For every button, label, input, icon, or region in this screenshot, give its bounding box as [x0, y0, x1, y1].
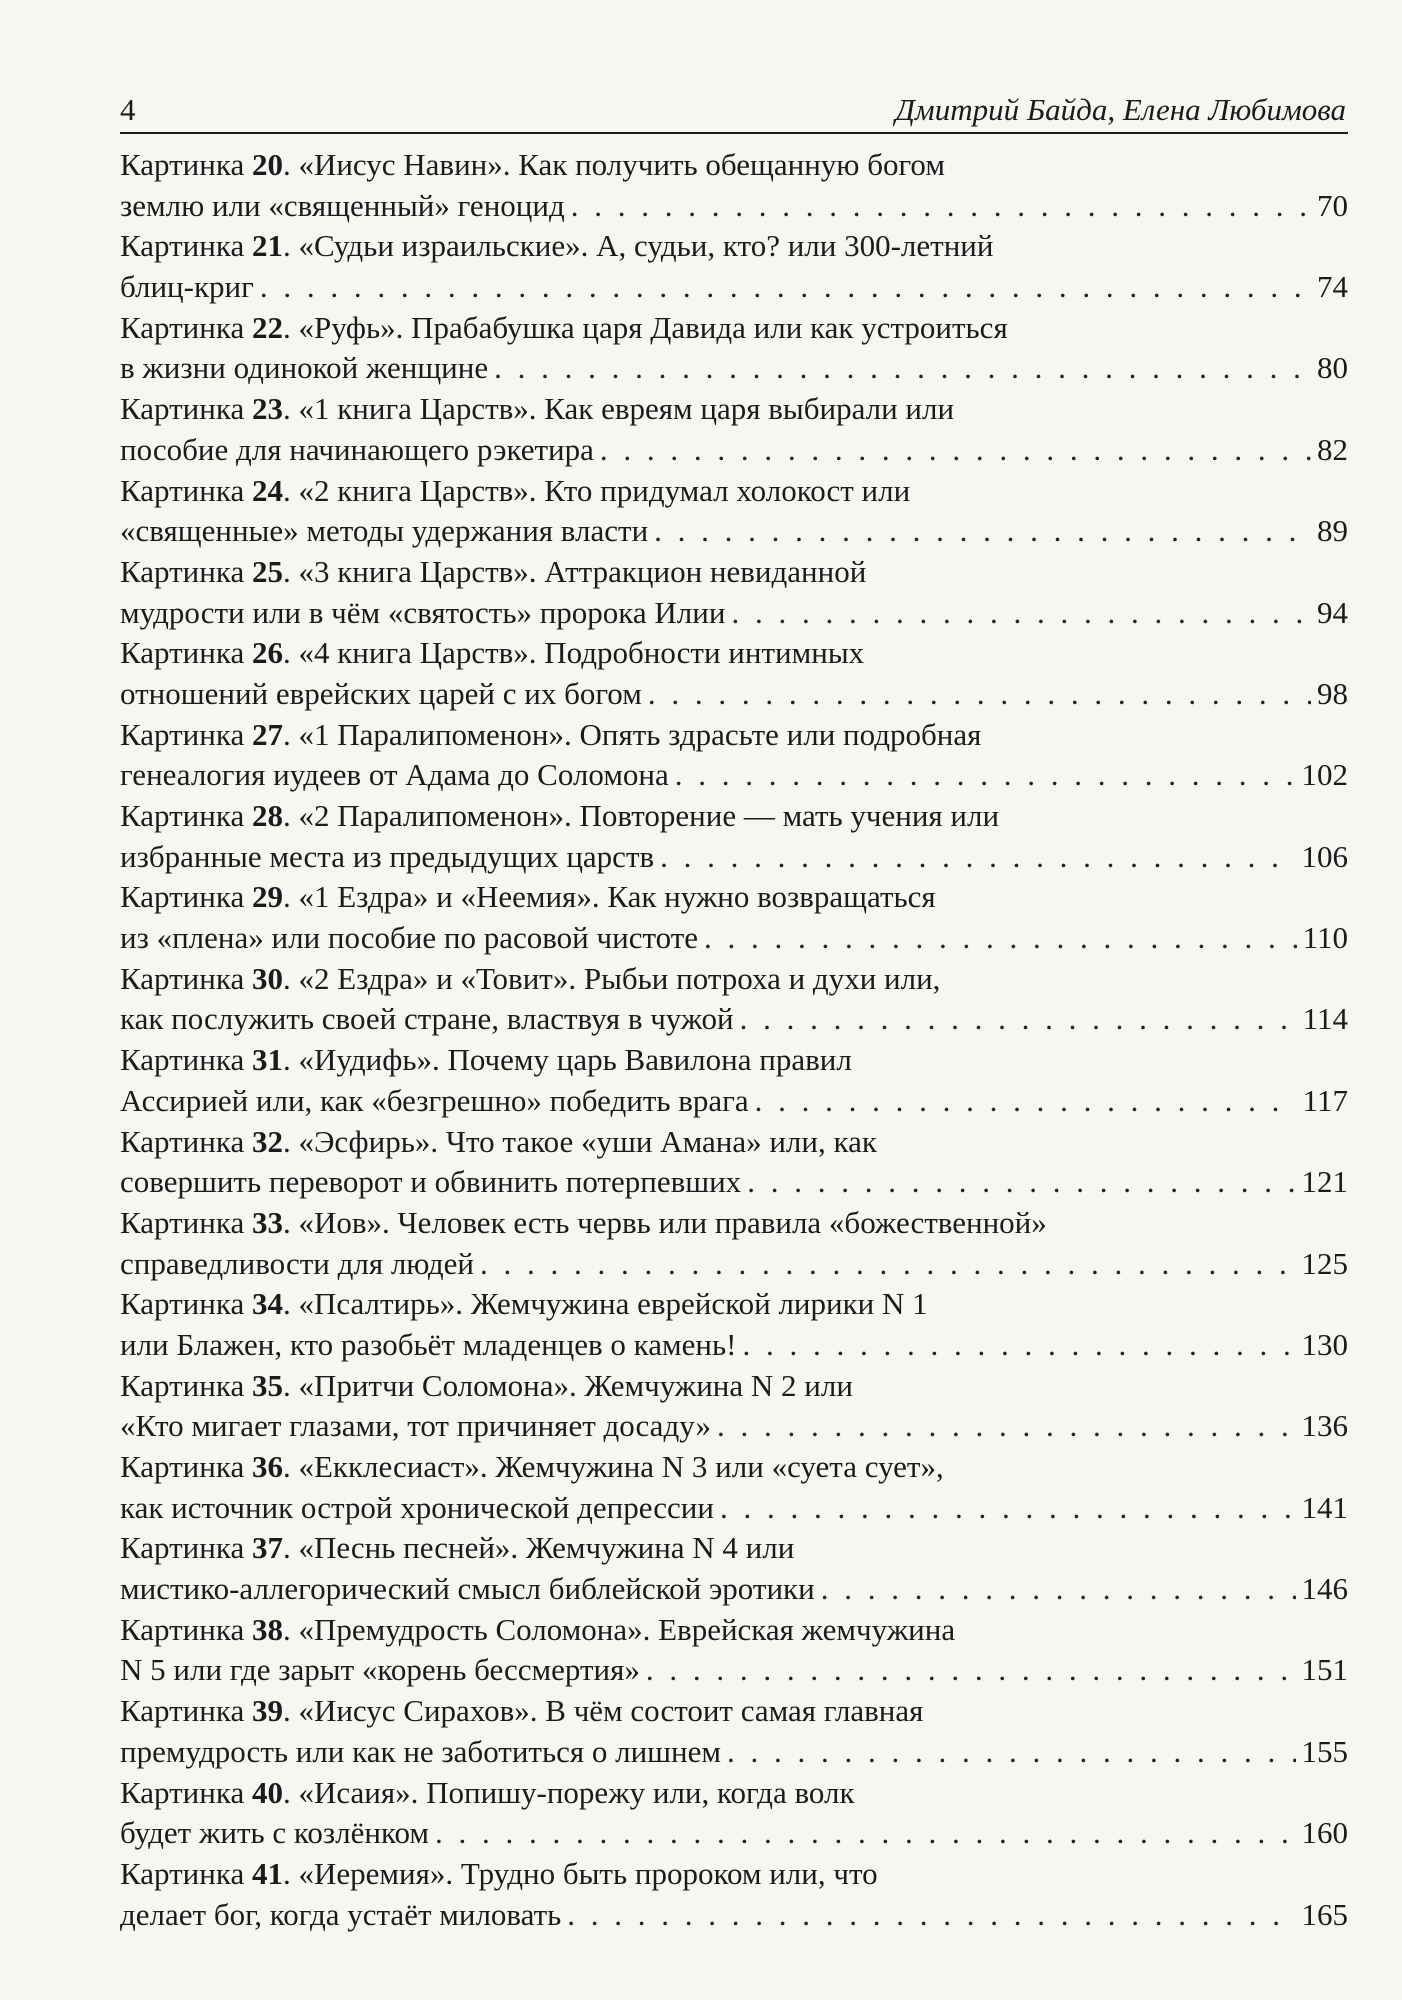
dot-leader [260, 267, 1311, 308]
toc-entry-subtitle-line [120, 348, 1348, 389]
toc-entry-label: Картинка [120, 635, 252, 671]
toc-entry-subtitle: генеалогия иудеев от Адама до Соломона [120, 757, 669, 793]
dot-leader [648, 674, 1311, 715]
toc-entry-subtitle: Ассирией или, как «безгрешно» победить врага [120, 1082, 749, 1118]
toc-entry-label: Картинка [120, 472, 252, 508]
toc-entry [120, 1773, 1348, 1854]
toc-entry-title-line [120, 471, 1348, 512]
toc-entry-title-line [120, 145, 1348, 186]
toc-entry-title: . «Судьи израильские». А, судьи, кто? или 300-летний [282, 228, 994, 264]
toc-entry-page: 98 [1317, 675, 1348, 711]
toc-entry [120, 145, 1348, 226]
toc-entry [120, 308, 1348, 389]
toc-entry-number: 25 [251, 553, 283, 589]
toc-entry-number: 21 [251, 228, 283, 264]
dot-leader [654, 511, 1311, 552]
toc-entry-title: . «3 книга Царств». Аттракцион невиданной [282, 553, 867, 589]
toc-entry-label: Картинка [120, 553, 252, 589]
toc-entry-page: 106 [1301, 838, 1348, 874]
toc-entry [120, 1691, 1348, 1772]
toc-entry-label: Картинка [120, 798, 252, 833]
page-header [120, 92, 1348, 134]
toc-entry-number: 37 [251, 1530, 283, 1566]
toc-entry-title-line [120, 1203, 1348, 1244]
toc-entry-page: 136 [1301, 1408, 1348, 1444]
toc-entry [120, 1284, 1348, 1365]
toc-entry-title: . «1 книга Царств». Как евреям царя выбирали или [282, 391, 955, 427]
toc-entry [120, 633, 1348, 714]
toc-entry-number: 31 [251, 1042, 283, 1078]
dot-leader [567, 1895, 1295, 1936]
toc-entry-label: Картинка [120, 309, 252, 345]
toc-entry-label: Картинка [120, 879, 252, 915]
toc-entry-page: 110 [1302, 920, 1348, 956]
toc-entry-subtitle-line [120, 918, 1348, 959]
dot-leader [660, 837, 1295, 878]
toc-entry-page: 70 [1317, 187, 1348, 223]
toc-entry-number: 26 [251, 635, 283, 671]
toc-entry-number: 41 [251, 1855, 283, 1891]
toc-entry-title-line [120, 308, 1348, 349]
dot-leader [731, 593, 1311, 634]
toc-entry-label: Картинка [120, 1530, 252, 1566]
toc-entry-page: 102 [1301, 757, 1348, 793]
dot-leader [742, 1325, 1295, 1366]
toc-entry-number: 28 [251, 798, 283, 833]
toc-entry-label: Картинка [120, 1204, 252, 1240]
toc-entry-number: 20 [251, 147, 283, 182]
toc-entry-subtitle-line [120, 430, 1348, 471]
toc-entry-title-line [120, 1366, 1348, 1407]
toc-entry-label: Картинка [120, 228, 252, 264]
toc-entry-label: Картинка [120, 1367, 252, 1403]
toc-entry-subtitle: делает бог, когда устаёт миловать [120, 1896, 562, 1932]
toc-entry-title-line [120, 389, 1348, 430]
toc-entry-label: Картинка [120, 960, 252, 996]
toc-entry-number: 39 [251, 1693, 283, 1729]
dot-leader [480, 1244, 1295, 1285]
toc-entry-number: 29 [251, 879, 283, 915]
toc-entry-label: Картинка [120, 1123, 252, 1159]
toc-entry-title: . «Псалтирь». Жемчужина еврейской лирики N 1 [282, 1286, 928, 1322]
toc-entry-subtitle: будет жить с козлёнком [120, 1815, 429, 1851]
toc-entry-title-line [120, 1447, 1348, 1488]
toc-entry-subtitle: как послужить своей стране, властвуя в чужой [120, 1001, 734, 1037]
toc-entry-title-line [120, 226, 1348, 267]
toc-entry [120, 471, 1348, 552]
toc-entry-page: 74 [1317, 269, 1348, 305]
dot-leader [571, 186, 1311, 227]
toc-entry-title-line [120, 1122, 1348, 1163]
toc-entry-subtitle-line [120, 999, 1348, 1040]
toc-entry-page: 121 [1301, 1164, 1348, 1200]
toc-entry-title-line [120, 715, 1348, 756]
toc-entry-subtitle: или Блажен, кто разобьёт младенцев о камень! [120, 1326, 737, 1362]
toc-entry-subtitle: отношений еврейских царей с их богом [120, 675, 642, 711]
toc-entry-label: Картинка [120, 391, 252, 427]
toc-entry [120, 715, 1348, 796]
toc-entry [120, 877, 1348, 958]
toc-entry [120, 389, 1348, 470]
toc-entry-subtitle: в жизни одинокой женщине [120, 350, 489, 386]
dot-leader [600, 430, 1311, 471]
toc-entry-label: Картинка [120, 716, 252, 752]
toc-entry-page: 89 [1317, 513, 1348, 549]
page-number: 4 [120, 92, 136, 127]
toc-entry-title: . «Песнь песней». Жемчужина N 4 или [282, 1530, 795, 1566]
toc-entry-number: 38 [251, 1611, 283, 1647]
toc-entry-number: 35 [251, 1367, 283, 1403]
toc-entry-title-line [120, 959, 1348, 1000]
toc-entry-number: 40 [251, 1774, 283, 1810]
toc-entry-subtitle: совершить переворот и обвинить потерпевших [120, 1164, 742, 1200]
toc-entry-subtitle-line [120, 1895, 1348, 1936]
toc-entry-number: 36 [251, 1449, 283, 1484]
toc-entry-title: . «2 Ездра» и «Товит». Рыбьи потроха и духи или, [282, 960, 941, 996]
toc-entry-subtitle-line [120, 755, 1348, 796]
toc-entry-title-line [120, 1773, 1348, 1814]
dot-leader [727, 1732, 1295, 1773]
toc-entry [120, 552, 1348, 633]
toc-entry-title: . «Иисус Сирахов». В чём состоит самая главная [282, 1693, 924, 1729]
toc-entry-page: 165 [1301, 1896, 1348, 1932]
toc-entry-page: 155 [1301, 1733, 1348, 1769]
dot-leader [646, 1650, 1296, 1691]
dot-leader [435, 1813, 1296, 1854]
toc-entry-label: Картинка [120, 1693, 252, 1729]
toc-entry-title: . «Иов». Человек есть червь или правила «божественной» [282, 1204, 1047, 1240]
toc-entry-title-line [120, 552, 1348, 593]
dot-leader [675, 755, 1296, 796]
toc-entry-label: Картинка [120, 1286, 252, 1322]
toc-entry-title: . «Екклесиаст». Жемчужина N 3 или «суета сует», [282, 1449, 944, 1484]
toc-entry [120, 796, 1348, 877]
toc-entry-title-line [120, 1691, 1348, 1732]
dot-leader [717, 1406, 1296, 1447]
toc-entry-label: Картинка [120, 147, 252, 182]
dot-leader [720, 1488, 1296, 1529]
toc-entry-title: . «Иисус Навин». Как получить обещанную богом [282, 147, 945, 182]
toc-entry-page: 151 [1301, 1652, 1348, 1688]
toc-entry-number: 32 [251, 1123, 283, 1159]
toc-entry-subtitle-line [120, 674, 1348, 715]
toc-entry-number: 27 [251, 716, 283, 752]
toc-entry-title-line [120, 1040, 1348, 1081]
toc-entry-title: . «Руфь». Прабабушка царя Давида или как устроиться [282, 309, 1008, 345]
toc-entry-subtitle-line [120, 267, 1348, 308]
toc-entry-title: . «Иеремия». Трудно быть пророком или, что [282, 1855, 878, 1891]
toc-entry [120, 1854, 1348, 1935]
toc-entry-title-line [120, 877, 1348, 918]
toc-entry-page: 130 [1301, 1326, 1348, 1362]
toc-entry-subtitle-line [120, 1732, 1348, 1773]
toc-entry-subtitle: «священные» методы удержания власти [120, 513, 649, 549]
toc-entry-number: 24 [251, 472, 283, 508]
toc-entry-title: . «Притчи Соломона». Жемчужина N 2 или [282, 1367, 853, 1403]
toc-entry [120, 1366, 1348, 1447]
toc-entry-page: 117 [1302, 1082, 1348, 1118]
toc-entry-number: 30 [251, 960, 283, 996]
toc-entry-title-line [120, 796, 1348, 837]
toc-entry-subtitle-line [120, 1081, 1348, 1122]
toc-entry-title-line [120, 1284, 1348, 1325]
table-of-contents [120, 145, 1348, 1935]
toc-entry-subtitle-line [120, 511, 1348, 552]
toc-entry-label: Картинка [120, 1042, 252, 1078]
toc-entry-subtitle: «Кто мигает глазами, тот причиняет досаду» [120, 1408, 711, 1444]
toc-entry-title: . «2 книга Царств». Кто придумал холокост или [282, 472, 911, 508]
toc-entry-subtitle: пособие для начинающего рэкетира [120, 431, 594, 467]
toc-entry [120, 1528, 1348, 1609]
toc-entry-title: . «4 книга Царств». Подробности интимных [282, 635, 865, 671]
toc-entry-page: 125 [1301, 1245, 1348, 1281]
toc-entry-subtitle: мистико-аллегорический смысл библейской эротики [120, 1571, 815, 1607]
toc-entry-subtitle-line [120, 1162, 1348, 1203]
toc-entry [120, 1203, 1348, 1284]
toc-entry-page: 82 [1317, 431, 1348, 467]
toc-entry-page: 146 [1301, 1571, 1348, 1607]
toc-entry-number: 33 [251, 1204, 283, 1240]
toc-entry-subtitle-line [120, 1813, 1348, 1854]
toc-entry-page: 94 [1317, 594, 1348, 630]
dot-leader [821, 1569, 1296, 1610]
toc-entry-subtitle: как источник острой хронической депрессии [120, 1489, 714, 1525]
toc-entry [120, 959, 1348, 1040]
toc-entry-title-line [120, 633, 1348, 674]
toc-entry-subtitle: N 5 или где зарыт «корень бессмертия» [120, 1652, 640, 1688]
dot-leader [494, 348, 1311, 389]
toc-entry-label: Картинка [120, 1449, 252, 1484]
toc-entry-subtitle-line [120, 1650, 1348, 1691]
toc-entry-page: 160 [1301, 1815, 1348, 1851]
toc-entry-subtitle: справедливости для людей [120, 1245, 475, 1281]
toc-entry-subtitle-line [120, 1325, 1348, 1366]
dot-leader [740, 999, 1297, 1040]
dot-leader [704, 918, 1297, 959]
toc-entry-subtitle-line [120, 1488, 1348, 1529]
toc-entry-subtitle-line [120, 837, 1348, 878]
toc-entry-page: 80 [1317, 350, 1348, 386]
toc-entry [120, 1040, 1348, 1121]
toc-entry-subtitle-line [120, 186, 1348, 227]
toc-entry-subtitle: из «плена» или пособие по расовой чистоте [120, 920, 698, 956]
toc-entry-number: 34 [251, 1286, 283, 1322]
dot-leader [747, 1162, 1295, 1203]
toc-entry-subtitle: мудрости или в чём «святость» пророка Илии [120, 594, 726, 630]
toc-entry [120, 1447, 1348, 1528]
toc-entry-title: . «Иудифь». Почему царь Вавилона правил [282, 1042, 852, 1078]
toc-entry-page: 141 [1301, 1489, 1348, 1525]
toc-entry-title: . «Исаия». Попишу-порежу или, когда волк [282, 1774, 855, 1810]
toc-entry [120, 1122, 1348, 1203]
toc-entry-title-line [120, 1528, 1348, 1569]
toc-entry-number: 23 [251, 391, 283, 427]
toc-entry-title: . «1 Паралипоменон». Опять здрасьте или подробная [282, 716, 982, 752]
toc-entry-subtitle: премудрость или как не заботиться о лишнем [120, 1733, 722, 1769]
toc-entry-subtitle: блиц-криг [120, 269, 254, 305]
toc-entry-page: 114 [1302, 1001, 1348, 1037]
toc-entry-label: Картинка [120, 1611, 252, 1647]
toc-entry-label: Картинка [120, 1774, 252, 1810]
toc-entry-title: . «Эсфирь». Что такое «уши Амана» или, как [282, 1123, 877, 1159]
toc-entry-title: . «Премудрость Соломона». Еврейская жемчужина [282, 1611, 956, 1647]
toc-entry-title-line [120, 1610, 1348, 1651]
running-title: Дмитрий Байда, Елена Любимова [895, 92, 1346, 127]
toc-entry-number: 22 [251, 309, 283, 345]
toc-entry-subtitle-line [120, 593, 1348, 634]
dot-leader [755, 1081, 1297, 1122]
toc-entry [120, 1610, 1348, 1691]
toc-entry-subtitle: землю или «священный» геноцид [120, 187, 565, 223]
toc-entry-label: Картинка [120, 1855, 252, 1891]
toc-entry-title-line [120, 1854, 1348, 1895]
toc-entry-subtitle-line [120, 1406, 1348, 1447]
toc-entry-subtitle-line [120, 1569, 1348, 1610]
toc-entry [120, 226, 1348, 307]
toc-entry-subtitle-line [120, 1244, 1348, 1285]
toc-entry-title: . «1 Ездра» и «Неемия». Как нужно возвращаться [282, 879, 936, 915]
toc-entry-subtitle: избранные места из предыдущих царств [120, 838, 655, 874]
toc-entry-title: . «2 Паралипоменон». Повторение — мать учения или [282, 798, 1000, 833]
